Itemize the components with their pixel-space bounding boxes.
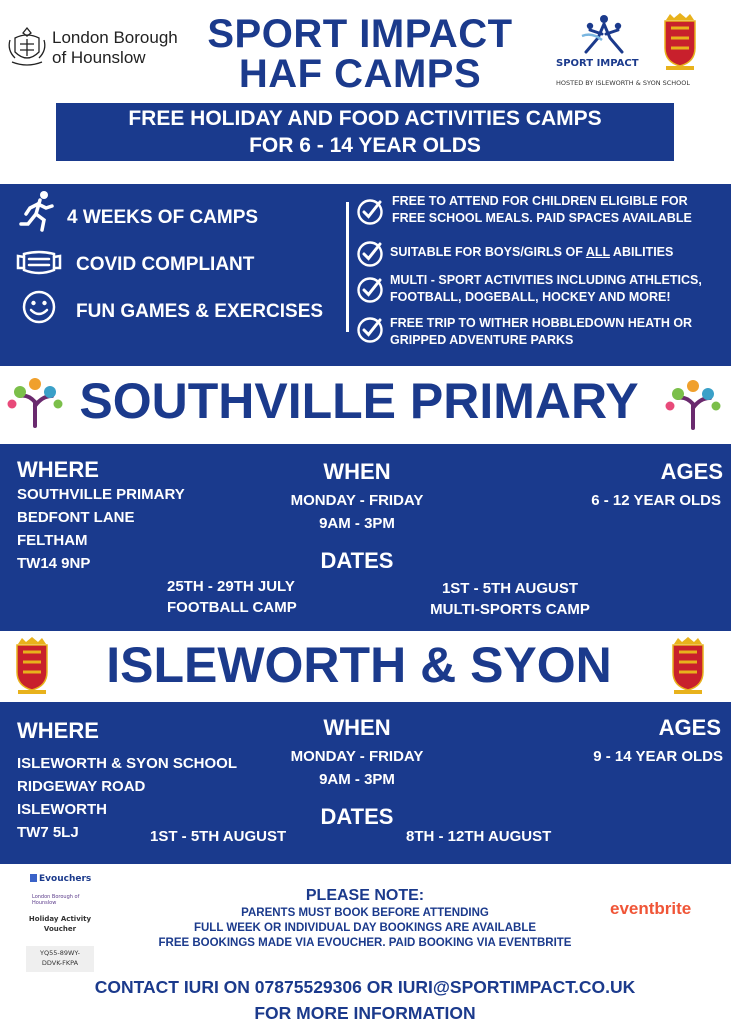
evoucher-card (22, 870, 98, 970)
check-circle-icon (356, 240, 384, 268)
feature-covid: COVID COMPLIANT (76, 254, 255, 275)
main-title: SPORT IMPACT HAF CAMPS (207, 12, 513, 96)
voucher-council: London Borough of Hounslow (32, 894, 80, 906)
school-crest-icon (14, 636, 50, 694)
note-heading: PLEASE NOTE: (305, 887, 425, 904)
note-line3: FREE BOOKINGS MADE VIA EVOUCHER. PAID BOOKING VIA EVENTBRITE (158, 937, 572, 949)
runner-icon (18, 190, 58, 234)
isleworth-times: 9AM - 3PM (319, 771, 395, 788)
isleworth-date1: 1ST - 5TH AUGUST (150, 828, 287, 845)
brand-name: SPORT IMPACT (556, 58, 639, 69)
check-circle-icon (356, 198, 384, 226)
tree-logo-icon (6, 374, 64, 428)
isleworth-date2: 8TH - 12TH AUGUST (406, 828, 552, 845)
isleworth-dates-label: DATES (320, 804, 394, 829)
voucher-code: YQ55-89WY- DDVK-FKPA (26, 946, 94, 972)
isleworth-where-label: WHERE (17, 718, 99, 743)
southville-dates-label: DATES (320, 548, 394, 573)
southville-times: 9AM - 3PM (319, 515, 395, 532)
southville-where-label: WHERE (17, 457, 99, 482)
isleworth-title: ISLEWORTH & SYON (106, 637, 612, 693)
southville-when-label: WHEN (323, 459, 391, 484)
southville-ages-label: AGES (660, 459, 723, 484)
note-line1: PARENTS MUST BOOK BEFORE ATTENDING (241, 907, 489, 919)
school-crest-icon (670, 636, 706, 694)
southville-date1: 25TH - 29TH JULY FOOTBALL CAMP (167, 578, 297, 616)
school-crest-icon (662, 12, 698, 70)
tree-logo-icon (664, 376, 722, 430)
contact-line2: FOR MORE INFORMATION (254, 1003, 476, 1023)
isleworth-days: MONDAY - FRIDAY (290, 748, 424, 765)
isleworth-when-label: WHEN (323, 715, 391, 740)
feature-fun: FUN GAMES & EXERCISES (76, 301, 324, 322)
feature-divider (346, 202, 349, 332)
feature-weeks: 4 WEEKS OF CAMPS (67, 207, 259, 228)
sport-impact-logo-icon (578, 12, 630, 58)
contact-line1: CONTACT IURI ON 07875529306 OR IURI@SPORTIMPACT.CO.UK (94, 977, 636, 997)
note-line2: FULL WEEK OR INDIVIDUAL DAY BOOKINGS ARE AVAILABLE (193, 922, 537, 934)
southville-ages: 6 - 12 YEAR OLDS (591, 492, 721, 509)
banner-line1: FREE HOLIDAY AND FOOD ACTIVITIES CAMPS (128, 107, 602, 130)
southville-address: SOUTHVILLE PRIMARY BEDFONT LANE FELTHAM TW14 9NP (17, 486, 185, 572)
check-circle-icon (356, 316, 384, 344)
eventbrite-logo: eventbrite (610, 899, 692, 918)
hounslow-crest-icon (6, 24, 48, 68)
council-name: London Borough of Hounslow (52, 28, 178, 67)
feature-trip: FREE TRIP TO WITHER HOBBLEDOWN HEATH OR GRIPPED ADVENTURE PARKS (390, 316, 693, 347)
isleworth-ages: 9 - 14 YEAR OLDS (593, 748, 723, 765)
voucher-icon (30, 874, 37, 882)
feature-suitable: SUITABLE FOR BOYS/GIRLS OF ALL ABILITIES (390, 245, 674, 259)
feature-free-attend: FREE TO ATTEND FOR CHILDREN ELIGIBLE FOR FREE SCHOOL MEALS. PAID SPACES AVAILABLE (392, 194, 692, 225)
check-circle-icon (356, 276, 384, 304)
isleworth-address: ISLEWORTH & SYON SCHOOL RIDGEWAY ROAD ISLEWORTH TW7 5LJ (17, 755, 238, 841)
mask-icon (16, 248, 62, 278)
feature-multisport: MULTI - SPORT ACTIVITIES INCLUDING ATHLETICS, FOOTBALL, DOGEBALL, HOCKEY AND MORE! (390, 273, 702, 304)
evoucher-brand: Evouchers (30, 874, 91, 884)
smiley-icon (21, 289, 57, 325)
isleworth-ages-label: AGES (658, 715, 721, 740)
headline-banner (56, 103, 674, 161)
banner-line2: FOR 6 - 14 YEAR OLDS (249, 134, 481, 157)
southville-date2: 1ST - 5TH AUGUST MULTI-SPORTS CAMP (430, 580, 590, 618)
voucher-title: Holiday Activity Voucher (28, 915, 92, 933)
southville-days: MONDAY - FRIDAY (290, 492, 424, 509)
southville-title: SOUTHVILLE PRIMARY (79, 373, 639, 429)
hosted-by-text: HOSTED BY ISLEWORTH & SYON SCHOOL (556, 79, 691, 87)
